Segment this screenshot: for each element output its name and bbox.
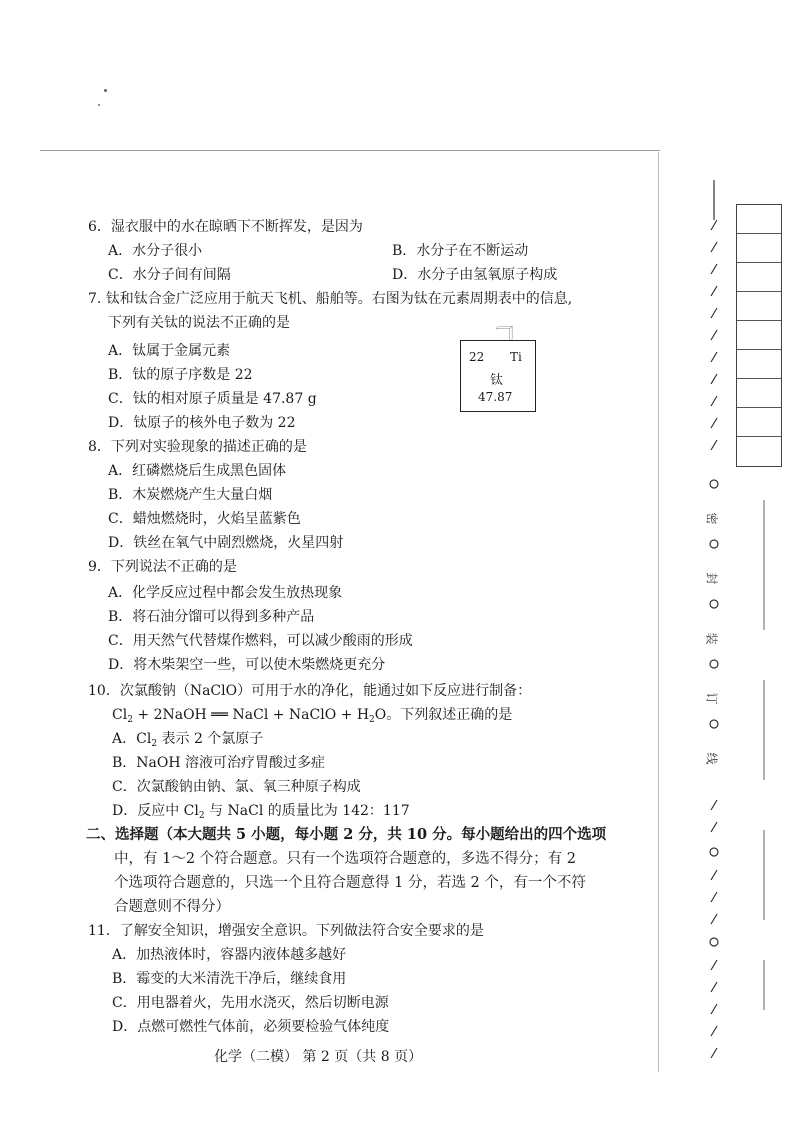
exam-number-cell	[737, 437, 781, 466]
exam-number-cell	[737, 379, 781, 408]
exam-number-cell	[737, 292, 781, 321]
header-rule	[40, 150, 660, 151]
section-2-heading: 二、选择题（本大题共 5 小题，每小题 2 分，共 10 分。每小题给出的四个选项	[86, 826, 607, 843]
option-d-sub: 2	[198, 811, 205, 821]
exam-number-grid	[736, 204, 782, 467]
question-9-stem: 9．下列说法不正确的是	[88, 559, 237, 575]
exam-number-cell	[737, 408, 781, 437]
exam-number-cell	[737, 263, 781, 292]
question-9-option-d: D．将木柴架空一些，可以使木柴燃烧更充分	[108, 657, 386, 673]
eq-cl-sub: 2	[127, 715, 133, 725]
option-a-prefix: A．Cl	[112, 731, 152, 747]
question-8-option-d: D．铁丝在氧气中剧烈燃烧，火星四射	[108, 535, 344, 551]
question-8-option-a: A．红磷燃烧后生成黑色固体	[108, 463, 287, 479]
section-2-line-2: 中，有 1～2 个符合题意。只有一个选项符合题意的，多选不得分；有 2	[114, 851, 577, 867]
question-7-option-d: D．钛原子的核外电子数为 22	[108, 415, 296, 431]
option-a-suffix: 表示 2 个氯原子	[157, 731, 264, 747]
question-7-option-a: A．钛属于金属元素	[108, 343, 231, 359]
question-8-stem: 8．下列对实验现象的描述正确的是	[88, 439, 307, 455]
titanium-element-cell	[460, 326, 548, 412]
question-6-stem: 6．湿衣服中的水在晾晒下不断挥发，是因为	[88, 219, 363, 235]
question-6-option-c: C．水分子间有间隔	[108, 267, 231, 283]
exam-number-cell	[737, 321, 781, 350]
atomic-number: 22	[469, 350, 485, 364]
question-7-option-c: C．钛的相对原子质量是 47.87 g	[108, 391, 317, 407]
section-2-line-3: 个选项符合题意的，只选一个且符合题意得 1 分，若选 2 个，有一个不符	[114, 875, 586, 891]
exam-number-cell	[737, 350, 781, 379]
binding-mark-seal: 密	[704, 512, 719, 525]
question-6-option-b: B．水分子在不断运动	[392, 243, 529, 259]
question-6-option-d: D．水分子由氢氧原子构成	[392, 267, 558, 283]
option-a-sub: 2	[151, 739, 158, 749]
binding-mark-staple: 订	[704, 692, 719, 705]
question-10-option-d	[112, 802, 410, 825]
eq-tail: O。下列叙述正确的是	[374, 707, 513, 723]
element-symbol: Ti	[510, 350, 522, 364]
binding-dashed-line	[700, 180, 730, 1060]
section-2-line-4: 合题意则不得分）	[114, 899, 230, 915]
question-9-option-c: C．用天然气代替煤作燃料，可以减少酸雨的形成	[108, 633, 413, 649]
question-10-option-b: B．NaOH 溶液可治疗胃酸过多症	[112, 755, 326, 771]
binding-mark-close: 封	[704, 572, 719, 585]
question-7-option-b: B．钛的原子序数是 22	[108, 367, 253, 383]
element-name: 钛	[490, 373, 504, 388]
question-11-stem: 11．了解安全知识，增强安全意识。下列做法符合安全要求的是	[88, 923, 484, 939]
exam-number-cell	[737, 205, 781, 234]
scan-speck	[104, 89, 107, 92]
question-10-option-c: C．次氯酸钠由钠、氯、氧三种原子构成	[112, 779, 361, 795]
student-info-underlines	[744, 480, 784, 1020]
option-d-prefix: D．反应中 Cl	[112, 803, 199, 819]
question-8-option-c: C．蜡烛燃烧时，火焰呈蓝紫色	[108, 511, 301, 527]
question-7-stem-cont: 下列有关钛的说法不正确的是	[108, 315, 290, 331]
eq-h-sub: 2	[369, 715, 375, 725]
question-10-option-a	[112, 730, 263, 753]
eq-middle: + 2NaOH ══ NaCl + NaClO + H	[132, 707, 370, 723]
question-8-option-b: B．木炭燃烧产生大量白烟	[108, 487, 273, 503]
question-11-option-b: B．霉变的大米清洗干净后，继续食用	[112, 971, 347, 987]
question-9-option-b: B．将石油分馏可以得到多种产品	[108, 609, 315, 625]
eq-cl: Cl	[112, 707, 128, 723]
binding-mark-line: 线	[704, 752, 719, 765]
question-6-option-a: A．水分子很小	[108, 243, 203, 259]
binding-mark-bind: 装	[704, 632, 719, 645]
binding-margin-rule	[658, 152, 659, 1072]
question-10-equation	[112, 706, 512, 729]
exam-number-cell	[737, 234, 781, 263]
question-11-option-d: D．点燃可燃性气体前，必须要检验气体纯度	[112, 1019, 390, 1035]
question-7-stem: 7. 钛和钛合金广泛应用于航天飞机、船舶等。右图为钛在元素周期表中的信息,	[88, 291, 573, 307]
scan-speck	[98, 104, 100, 106]
page-footer: 化学（二模） 第 2 页（共 8 页）	[214, 1049, 423, 1065]
atomic-mass: 47.87	[478, 390, 513, 404]
question-10-stem: 10．次氯酸钠（NaClO）可用于水的净化，能通过如下反应进行制备：	[88, 683, 532, 699]
question-11-option-a: A．加热液体时，容器内液体越多越好	[112, 947, 347, 963]
option-d-suffix: 与 NaCl 的质量比为 142：117	[204, 803, 410, 819]
question-11-option-c: C．用电器着火，先用水浇灭，然后切断电源	[112, 995, 389, 1011]
question-9-option-a: A．化学反应过程中都会发生放热现象	[108, 585, 343, 601]
